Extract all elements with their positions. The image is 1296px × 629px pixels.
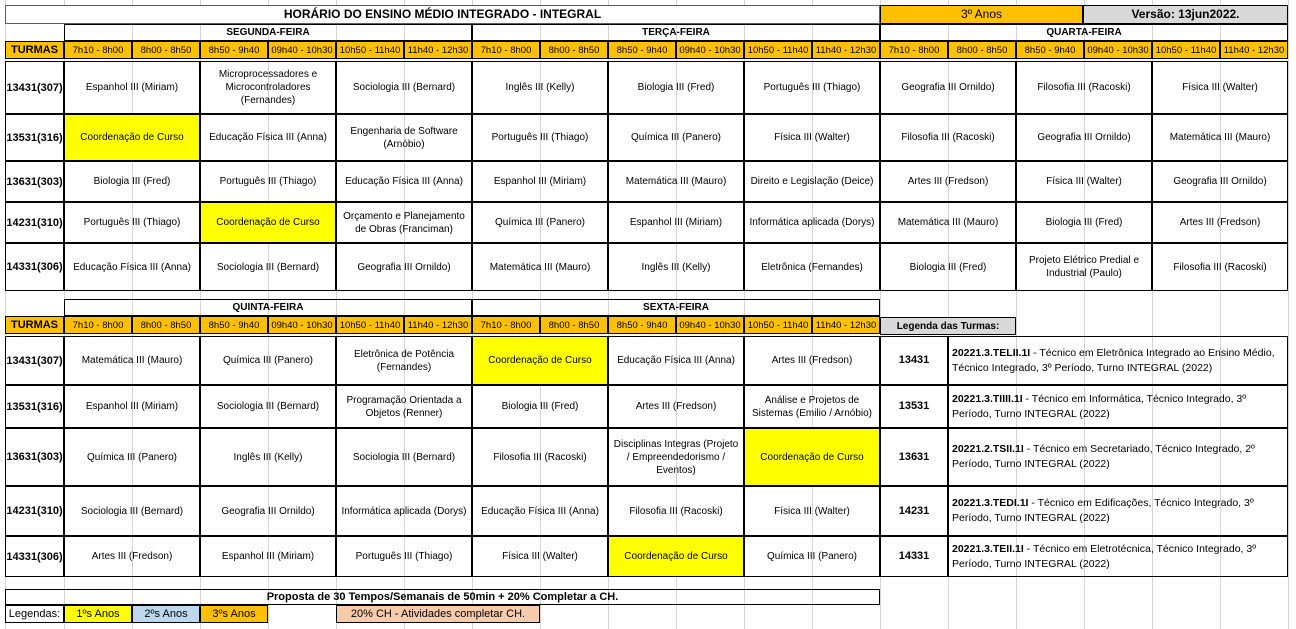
time-slot-header: 8h50 - 9h40 [200,316,268,334]
legend-turma-key: 20221.3.TIIII.1I [952,392,1023,405]
class-cell: Espanhol III (Miriam) [64,385,200,428]
turma-label [5,536,64,577]
days_top-day-header-1: TERÇA-FEIRA [472,24,880,41]
version-label: Versão: 13jun2022. [1083,5,1288,24]
class-cell: Sociologia III (Bernard) [64,486,200,536]
class-cell: Matemática III (Mauro) [608,161,744,202]
turma-label [5,336,64,385]
class-cell: Filosofia III (Racoski) [608,486,744,536]
class-cell: Filosofia III (Racoski) [472,428,608,486]
time-slot-header: 11h40 - 12h30 [812,316,880,334]
class-cell: Eletrônica de Potência (Fernandes) [336,336,472,385]
class-cell: Informática aplicada (Dorys) [336,486,472,536]
legend-first-years: 1ºs Anos [64,605,132,623]
legend-label: Legendas: [5,605,64,623]
class-cell: Biologia III (Fred) [880,243,1016,291]
class-cell: Português III (Thiago) [64,202,200,243]
class-cell: Biologia III (Fred) [64,161,200,202]
coordination-cell: Coordenação de Curso [472,336,608,385]
class-cell: Direito e Legislação (Deice) [744,161,880,202]
time-slot-header: 10h50 - 11h40 [744,41,812,59]
class-cell: Geografia III Ornildo) [880,61,1016,114]
turma-code: 13531 [6,131,37,144]
time-slot-header: 10h50 - 11h40 [1152,41,1220,59]
class-cell: Filosofia III (Racoski) [1016,61,1152,114]
time-slot-header: 09h40 - 10h30 [1084,41,1152,59]
time-slot-header: 11h40 - 12h30 [812,41,880,59]
turma-room: (316) [36,400,63,413]
sheet-title: HORÁRIO DO ENSINO MÉDIO INTEGRADO - INTEGRAL [5,5,880,24]
time-slot-header: 8h00 - 8h50 [132,41,200,59]
class-cell: Espanhol III (Miriam) [64,61,200,114]
legend-turma-code: 13631 [880,428,948,486]
class-cell: Filosofia III (Racoski) [880,114,1016,161]
class-cell: Geografia III Ornildo) [1016,114,1152,161]
class-cell: Programação Orientada a Objetos (Renner) [336,385,472,428]
time-slot-header: 8h00 - 8h50 [540,41,608,59]
turma-room: (310) [36,505,63,517]
legend-turma-code: 14231 [880,486,948,536]
time-slot-header: 8h50 - 9h40 [200,41,268,59]
legend-turma-desc [948,428,1288,486]
turma-room: (306) [36,550,63,563]
time-slot-header: 10h50 - 11h40 [336,41,404,59]
class-cell: Matemática III (Mauro) [472,243,608,291]
class-cell: Física III (Walter) [744,114,880,161]
time-slot-header: 09h40 - 10h30 [268,316,336,334]
turma-label [5,202,64,243]
time-slot-header: 7h10 - 8h00 [472,41,540,59]
class-cell: Biologia III (Fred) [608,61,744,114]
legend-second-years: 2ºs Anos [132,605,200,623]
legend-turma-code: 13431 [880,336,948,385]
class-cell: Eletrônica (Fernandes) [744,243,880,291]
class-cell: Biologia III (Fred) [1016,202,1152,243]
time-slot-header: 8h00 - 8h50 [948,41,1016,59]
class-cell: Artes III (Fredson) [744,336,880,385]
class-cell: Física III (Walter) [472,536,608,577]
time-slot-header: 11h40 - 12h30 [404,316,472,334]
time-slot-header: 7h10 - 8h00 [64,316,132,334]
turmas-header: TURMAS [5,41,64,59]
turma-room: (303) [36,175,63,188]
class-cell: Geografia III Ornildo) [200,486,336,536]
legend-turma-desc [948,385,1288,428]
legend-third-years: 3ºs Anos [200,605,268,623]
class-cell: Educação Física III (Anna) [608,336,744,385]
time-slot-header: 11h40 - 12h30 [404,41,472,59]
class-cell: Português III (Thiago) [472,114,608,161]
class-cell: Física III (Walter) [1016,161,1152,202]
class-cell: Artes III (Fredson) [64,536,200,577]
class-cell: Física III (Walter) [1152,61,1288,114]
turma-code: 13431 [6,354,37,367]
class-cell: Química III (Panero) [744,536,880,577]
time-slot-header: 7h10 - 8h00 [472,316,540,334]
time-slot-header: 8h50 - 9h40 [1016,41,1084,59]
class-cell: Disciplinas Integras (Projeto / Empreendedorismo / Eventos) [608,428,744,486]
class-cell: Química III (Panero) [608,114,744,161]
class-cell: Inglês III (Kelly) [472,61,608,114]
class-cell: Engenharia de Software (Arnóbio) [336,114,472,161]
time-slot-header: 8h00 - 8h50 [132,316,200,334]
class-cell: Matemática III (Mauro) [64,336,200,385]
coordination-cell: Coordenação de Curso [608,536,744,577]
class-cell: Artes III (Fredson) [608,385,744,428]
legend-ch-activities: 20% CH - Atividades completar CH. [336,605,540,623]
legend-turma-text: - Técnico em Informática, Técnico Integrado, 3º Período, Turno INTEGRAL (2022) [952,392,1247,420]
time-slot-header: 7h10 - 8h00 [64,41,132,59]
class-cell: Português III (Thiago) [744,61,880,114]
turma-code: 14231 [6,216,37,229]
time-slot-header: 09h40 - 10h30 [676,41,744,59]
proposal-note: Proposta de 30 Tempos/Semanais de 50min + 20% Completar a CH. [5,589,880,605]
turma-code: 13631 [6,451,37,463]
turma-room: (310) [36,216,63,229]
class-cell: Educação Física III (Anna) [200,114,336,161]
days_bottom-day-header-1: SEXTA-FEIRA [472,299,880,316]
coordination-cell: Coordenação de Curso [64,114,200,161]
class-cell: Geografia III Ornildo) [1152,161,1288,202]
class-cell: Informática aplicada (Dorys) [744,202,880,243]
class-cell: Matemática III (Mauro) [1152,114,1288,161]
legend-turma-text: - Técnico em Edificações, Técnico Integrado, 3º Período, Turno INTEGRAL (2022) [952,497,1254,524]
class-cell: Inglês III (Kelly) [608,243,744,291]
class-cell: Física III (Walter) [744,486,880,536]
class-cell: Educação Física III (Anna) [472,486,608,536]
legend-turma-text: - Técnico em Secretariado, Técnico Integrado, 2º Período, Turno INTEGRAL (2022) [952,443,1255,470]
class-cell: Português III (Thiago) [200,161,336,202]
time-slot-header: 8h50 - 9h40 [608,41,676,59]
time-slot-header: 10h50 - 11h40 [336,316,404,334]
class-cell: Orçamento e Planejamento de Obras (Franciman) [336,202,472,243]
time-slot-header: 7h10 - 8h00 [880,41,948,59]
turma-room: (316) [36,131,63,144]
legend-turmas-title: Legenda das Turmas: [880,317,1016,335]
legend-turma-code: 13531 [880,385,948,428]
time-slot-header: 8h50 - 9h40 [608,316,676,334]
time-slot-header: 09h40 - 10h30 [676,316,744,334]
turma-code: 14231 [6,505,37,517]
legend-turma-key: 20221.3.TELII.1I [952,346,1031,359]
legend-turma-desc [948,486,1288,536]
turma-room: (306) [36,261,63,273]
class-cell: Espanhol III (Miriam) [472,161,608,202]
legend-turma-desc [948,536,1288,577]
class-cell: Sociologia III (Bernard) [336,428,472,486]
turma-code: 13531 [6,400,37,413]
legend-turma-text: - Técnico em Eletrotécnica, Técnico Integrado, 3º Período, Turno INTEGRAL (2022) [952,542,1257,570]
legend-turma-key: 20221.3.TEII.1I [952,542,1024,555]
turma-label [5,161,64,202]
class-cell: Sociologia III (Bernard) [200,385,336,428]
legend-turma-text: - Técnico em Eletrônica Integrado ao Ensino Médio, Técnico Integrado, 3º Período, Turno INTEGRAL (2022) [952,346,1275,374]
class-cell: Química III (Panero) [64,428,200,486]
days_top-day-header-2: QUARTA-FEIRA [880,24,1288,41]
class-cell: Filosofia III (Racoski) [1152,243,1288,291]
class-cell: Espanhol III (Miriam) [608,202,744,243]
class-cell: Geografia III Ornildo) [336,243,472,291]
class-cell: Inglês III (Kelly) [200,428,336,486]
turma-label [5,428,64,486]
class-cell: Português III (Thiago) [336,536,472,577]
class-cell: Educação Física III (Anna) [336,161,472,202]
turma-label [5,61,64,114]
time-slot-header: 10h50 - 11h40 [744,316,812,334]
turma-label [5,114,64,161]
class-cell: Sociologia III (Bernard) [336,61,472,114]
class-cell: Biologia III (Fred) [472,385,608,428]
legend-turma-code: 14331 [880,536,948,577]
turmas-header: TURMAS [5,316,64,334]
turma-code: 13431 [6,81,37,94]
class-cell: Microprocessadores e Microcontroladores (Fernandes) [200,61,336,114]
class-cell: Espanhol III (Miriam) [200,536,336,577]
class-cell: Projeto Elétrico Predial e Industrial (Paulo) [1016,243,1152,291]
gridline [1288,0,1289,629]
coordination-cell: Coordenação de Curso [744,428,880,486]
class-cell: Análise e Projetos de Sistemas (Emilio / Arnóbio) [744,385,880,428]
legend-turma-key: 20221.3.TEDI.1I [952,497,1029,509]
class-cell: Artes III (Fredson) [1152,202,1288,243]
class-cell: Artes III (Fredson) [880,161,1016,202]
legend-turma-desc [948,336,1288,385]
time-slot-header: 11h40 - 12h30 [1220,41,1288,59]
turma-code: 13631 [6,175,37,188]
coordination-cell: Coordenação de Curso [200,202,336,243]
class-cell: Matemática III (Mauro) [880,202,1016,243]
turma-room: (303) [36,451,63,463]
days_bottom-day-header-0: QUINTA-FEIRA [64,299,472,316]
class-cell: Química III (Panero) [200,336,336,385]
time-slot-header: 8h00 - 8h50 [540,316,608,334]
time-slot-header: 09h40 - 10h30 [268,41,336,59]
turma-label [5,243,64,291]
turma-label [5,385,64,428]
turma-room: (307) [36,81,63,94]
days_top-day-header-0: SEGUNDA-FEIRA [64,24,472,41]
year-badge: 3º Anos [880,5,1083,24]
turma-label [5,486,64,536]
turma-code: 14331 [6,261,37,273]
turma-room: (307) [36,354,63,367]
turma-code: 14331 [6,550,37,563]
class-cell: Educação Física III (Anna) [64,243,200,291]
class-cell: Sociologia III (Bernard) [200,243,336,291]
legend-turma-key: 20221.2.TSII.1I [952,443,1024,455]
class-cell: Química III (Panero) [472,202,608,243]
